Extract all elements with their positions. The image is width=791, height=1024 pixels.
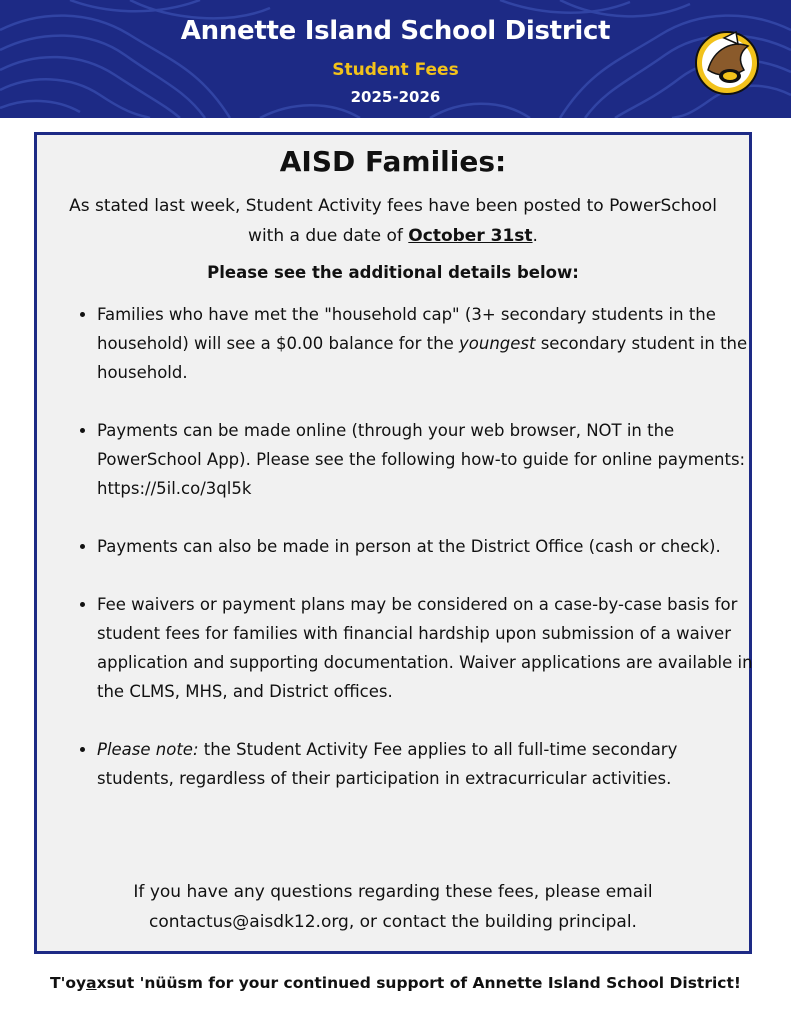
thank-you-footer	[0, 974, 791, 992]
list-item	[97, 532, 757, 561]
household-cap-text-end: secondary student in the household.	[97, 334, 748, 382]
list-item	[97, 416, 757, 503]
page-subtitle: Student Fees	[332, 60, 459, 80]
list-item	[97, 300, 757, 387]
online-payment-text: Payments can be made online (through your web browser, NOT in the PowerSchool App). Please see the following how-to guide for online payments: https://5il.co/3ql5k	[97, 421, 746, 498]
details-list	[77, 300, 757, 793]
intro-text: As stated last week, Student Activity fees have been posted to PowerSchool with a due date of	[69, 196, 717, 246]
eagle-mascot-logo-icon	[694, 30, 760, 96]
footer-text-start: T'oy	[50, 974, 87, 992]
activity-fee-note-text: the Student Activity Fee applies to all full-time secondary students, regardless of their participation in extracurricular activities.	[97, 740, 678, 788]
fee-waiver-text: Fee waivers or payment plans may be considered on a case-by-case basis for student fees for families with financial hardship upon submission of a waiver application and supporting documentation. Waiver applications are available in the CLMS, MHS, and District offices.	[97, 595, 753, 701]
in-person-payment-text: Payments can also be made in person at the District Office (cash or check).	[97, 537, 721, 556]
district-title: Annette Island School District	[180, 16, 611, 46]
list-item	[97, 590, 757, 706]
footer-underlined-letter: a	[86, 974, 97, 992]
intro-paragraph	[57, 191, 729, 251]
intro-end: .	[532, 226, 538, 246]
due-date: October 31st	[408, 226, 533, 246]
school-year: 2025-2026	[350, 88, 441, 106]
details-subheading: Please see the additional details below:	[207, 263, 579, 282]
closing-paragraph: If you have any questions regarding these fees, please email contactus@aisdk12.org, or contact the building principal.	[133, 882, 653, 932]
youngest-emphasis: youngest	[459, 334, 536, 353]
content-panel	[34, 132, 752, 954]
header-banner	[0, 0, 791, 118]
list-item	[97, 735, 757, 793]
household-cap-text: Families who have met the "household cap" (3+ secondary students in the household) will see a $0.00 balance for the	[97, 305, 716, 353]
please-note-emphasis: Please note:	[97, 740, 199, 759]
footer-text-end: xsut 'nüüsm for your continued support of Annette Island School District!	[96, 974, 741, 992]
panel-heading: AISD Families:	[279, 145, 507, 178]
